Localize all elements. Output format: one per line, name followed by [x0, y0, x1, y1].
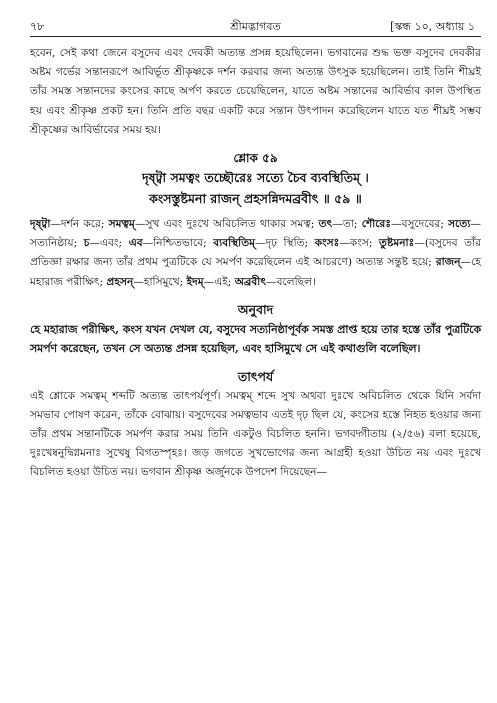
synonym-meaning: —তা;: [332, 218, 362, 231]
synonym-meaning: —(বসুদেব তাঁর প্রতিজ্ঞা রক্ষার জন্য তাঁর প্রথম পুত্রটিকে যে সমর্পণ করেছিলেন এই আচরণে) অত্যন্ত সন্তুষ্ট হয়ে;: [30, 237, 481, 269]
synonym-term: ব্যবস্থিতিম্: [213, 237, 256, 250]
book-title: শ্রীমদ্ভাগবত: [230, 20, 281, 33]
synonym-term: রাজন্: [435, 256, 461, 269]
word-synonyms: [30, 215, 481, 292]
purport-heading: তাৎপর্য: [237, 368, 274, 384]
synonym-meaning: —দর্শন করে;: [50, 218, 109, 231]
synonym-meaning: —হে মহারাজ পরীক্ষিৎ;: [30, 256, 481, 288]
running-header: [30, 18, 481, 34]
verse-line-2: কংসস্তুষ্টমনা রাজন্ প্রহসন্নিদমব্রবীৎ ॥ ৫৯ ॥: [149, 191, 362, 207]
synonym-term: অব্রবীৎ: [234, 275, 267, 288]
synonym-meaning: —সত্যনিষ্ঠায়;: [30, 218, 481, 250]
synonym-term: শৌরেঃ: [361, 218, 392, 231]
chapter-reference: [স্কন্ধ ১০, অধ্যায় ১: [390, 20, 475, 33]
synonym-term: সত্যে: [448, 218, 471, 231]
header-rule: [30, 36, 481, 37]
synonym-term: চ: [83, 237, 90, 250]
synonym-meaning: —দৃঢ় স্থিতি;: [255, 237, 315, 250]
translation-text: হে মহারাজ পরীক্ষিৎ, কংস যখন দেখল যে, বসুদেব সত্যনিষ্ঠাপূর্বক সমস্ত প্রাপ্ত হয়ে তার হস্তে তাঁর পুত্রটিকে সমর্পণ করেছেন, তখন সে অত্যন্ত প্রসন্ন হয়েছিল, এবং হাসিমুখে সে এই কথাগুলি বলেছিল।: [30, 322, 481, 356]
synonym-term: এব: [128, 237, 143, 250]
translation-heading: অনুবাদ: [237, 301, 274, 317]
synonym-meaning: —বসুদেবের;: [391, 218, 449, 231]
synonym-term: প্রহসন্: [106, 275, 134, 288]
synonym-meaning: —সুখ এবং দুঃখে অবিচলিত থাকার সমত্ব;: [134, 218, 319, 231]
verse-heading: শ্লোক ৫৯: [233, 151, 278, 166]
verse-line-1: দৃষ্ট্বা সমত্বং তচ্ছৌরেঃ সত্যে চৈব ব্যবস্থিতিম্ ।: [142, 170, 369, 186]
intro-paragraph: হবেন, সেই কথা জেনে বসুদেব এবং দেবকী অত্যন্ত প্রসন্ন হয়েছিলেন। ভগবানের শুদ্ধ ভক্ত বসুদেব দেবকীর অষ্টম গর্ভের সন্তানরূপে আবির্ভূত শ্রীকৃষ্ণকে দর্শন করবার জন্য অত্যন্ত উৎসুক হয়েছিলেন। তাই তিনি শীঘ্রই তাঁর সমস্ত সন্তানদের কংসের কাছে অর্পণ করতে চেয়েছিলেন, যাতে অষ্টম সন্তানের আবির্ভাব কাল উপস্থিত হয় এবং শ্রীকৃষ্ণ প্রকট হন। তিনি প্রতি বছর একটি করে সন্তান উৎপাদন করেছিলেন যাতে যত শীঘ্রই সম্ভব শ্রীকৃষ্ণের আবির্ভাবের সময় হয়।: [30, 47, 481, 136]
synonym-meaning: —কংস;: [339, 237, 380, 250]
synonym-meaning: —বলেছিল।: [266, 275, 316, 288]
synonym-meaning: —এবং;: [89, 237, 129, 250]
synonym-meaning: —হাসিমুখে;: [133, 275, 187, 288]
synonym-meaning: —এই;: [203, 275, 235, 288]
page-body: [30, 44, 481, 483]
synonym-meaning: —নিশ্চিতভাবে;: [142, 237, 214, 250]
synonym-term: ইদম্: [186, 275, 204, 288]
purport-text: এই শ্লোকে সমত্বম্ শব্দটি অত্যন্ত তাৎপর্যপূর্ণ। সমত্বম্ শব্দে সুখ অথবা দুঃখে অবিচলিত থেকে যিনি সর্বদা সমভাব পোষণ করেন, তাঁকে বোঝায়। বসুদেবের সমত্বভাব এতই দৃঢ় ছিল যে, কংসের হস্তে নিহত হওয়ার জন্য তাঁর প্রথম সন্তানটিকে সমর্পণ করার সময় তিনি একটুও বিচলিত হননি। ভগবদ্গীতায় (২/৫৬) বলা হয়েছে, দুঃখেষ্বনুদ্বিগ্নমনাঃ সুখেষু বিগতস্পৃহঃ। জড় জগতে সুখভোগের জন্য আগ্রহী হওয়া উচিত নয় এবং দুঃখে বিচলিত হওয়া উচিত নয়। ভগবান শ্রীকৃষ্ণ অর্জুনকে উপদেশ দিয়েছেন—: [30, 389, 481, 479]
synonym-term: দৃষ্ট্বা: [30, 218, 51, 231]
synonym-term: তৎ: [318, 218, 333, 231]
synonym-term: তুষ্টমনাঃ: [379, 237, 415, 250]
synonym-term: সমত্বম্: [108, 218, 135, 231]
synonym-term: কংসঃ: [314, 237, 340, 250]
page-number: ৭৮: [30, 20, 45, 33]
